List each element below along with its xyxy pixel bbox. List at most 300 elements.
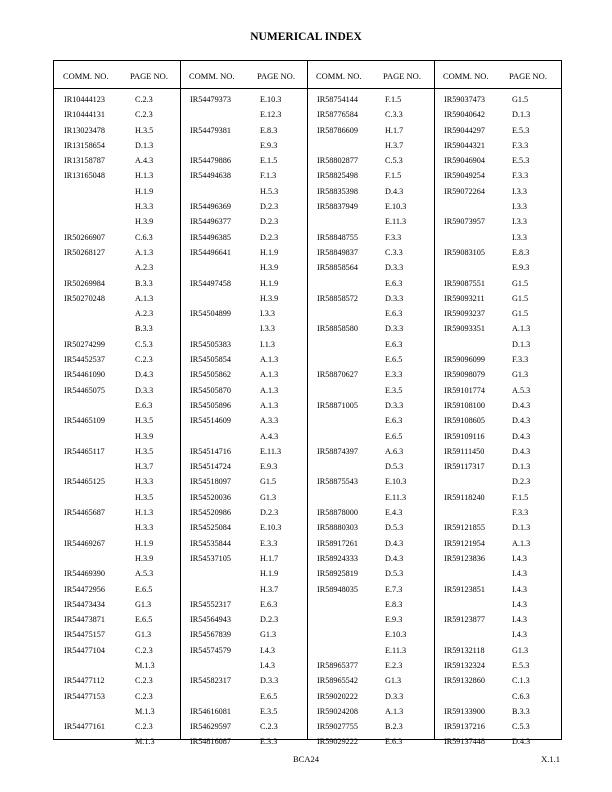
table-row [64, 352, 176, 367]
table-row [317, 321, 429, 336]
page-number: G1.3 [512, 645, 529, 655]
table-row [190, 597, 302, 612]
table-row [64, 367, 176, 382]
page-number: H.3.7 [260, 584, 279, 594]
page-number: D.2.3 [260, 232, 279, 242]
page-number: A.3.3 [260, 416, 279, 426]
table-row [64, 444, 176, 459]
comm-number: IR54629597 [190, 722, 231, 732]
comm-number: IR13165048 [64, 171, 105, 181]
comm-number: IR58786609 [317, 125, 358, 135]
page-number: I.4.3 [512, 599, 528, 609]
table-row [190, 153, 302, 168]
page-number: E.9.3 [260, 140, 278, 150]
page-number: F.1.3 [260, 171, 277, 181]
page-number: D.3.3 [385, 691, 404, 701]
page-number: A.6.3 [385, 446, 404, 456]
page-number: M.1.3 [135, 737, 155, 747]
table-row [190, 138, 302, 153]
comm-number: IR54479381 [190, 125, 231, 135]
table-row [190, 612, 302, 627]
comm-number: IR59117317 [444, 462, 485, 472]
comm-no-header: COMM. NO. [189, 71, 235, 81]
page-number: D.4.3 [512, 416, 531, 426]
comm-number: IR54479373 [190, 95, 231, 104]
page-number: C.5.3 [385, 156, 403, 166]
table-row [190, 291, 302, 306]
page-number: A.2.3 [135, 263, 154, 273]
page-number: D.3.3 [260, 676, 279, 686]
table-row [444, 383, 556, 398]
comm-number: IR59024208 [317, 706, 358, 716]
index-column-4 [444, 92, 556, 750]
table-row [64, 245, 176, 260]
page-number: B.3.3 [135, 324, 153, 334]
page-number: A.4.3 [135, 156, 154, 166]
page-number: G1.5 [512, 95, 529, 104]
table-row [317, 398, 429, 413]
page-number: M.1.3 [135, 660, 155, 670]
page-number: A.1.3 [260, 370, 279, 380]
table-row [64, 566, 176, 581]
page-number: E.10.3 [385, 477, 407, 487]
comm-number: IR54616081 [190, 706, 231, 716]
comm-number: IR59123877 [444, 615, 485, 625]
table-row [190, 474, 302, 489]
comm-number: IR58948035 [317, 584, 358, 594]
comm-number: IR54473434 [64, 599, 105, 609]
table-row [190, 673, 302, 688]
table-row [190, 168, 302, 183]
page-number: I.4.3 [512, 615, 528, 625]
comm-number: IR54475157 [64, 630, 105, 640]
page-number: C.2.3 [260, 722, 278, 732]
comm-number: IR58965542 [317, 676, 358, 686]
page-number: F.1.5 [385, 171, 402, 181]
table-row [317, 245, 429, 260]
page-number: D.3.3 [135, 385, 154, 395]
comm-number: IR58870627 [317, 370, 358, 380]
table-row [190, 520, 302, 535]
page-number: D.3.3 [385, 400, 404, 410]
page-number: A.1.3 [260, 385, 279, 395]
table-row [190, 321, 302, 336]
table-row [317, 704, 429, 719]
table-row [444, 597, 556, 612]
comm-number: IR54477161 [64, 722, 105, 732]
page-number: E.3.3 [385, 370, 403, 380]
page-number: G1.5 [512, 309, 529, 319]
page-number: H.3.9 [135, 431, 154, 441]
table-row [444, 551, 556, 566]
table-row [64, 107, 176, 122]
comm-number: IR54477153 [64, 691, 105, 701]
table-row [317, 643, 429, 658]
table-row [444, 260, 556, 275]
comm-number: IR54465687 [64, 508, 105, 518]
index-column-1 [64, 92, 176, 750]
comm-number: IR58917261 [317, 538, 358, 548]
page-number: E.10.3 [385, 202, 407, 212]
page-number: H.3.9 [260, 293, 279, 303]
page-number: G1.3 [260, 630, 277, 640]
comm-number: IR59132860 [444, 676, 485, 686]
comm-number: IR54567839 [190, 630, 231, 640]
comm-number: IR54465117 [64, 446, 105, 456]
table-row [190, 337, 302, 352]
table-row [190, 260, 302, 275]
page-number: I.3.3 [512, 232, 528, 242]
page-number: H.3.3 [135, 202, 154, 212]
page-number: H.1.9 [260, 569, 279, 579]
column-divider [180, 61, 181, 739]
table-row [64, 536, 176, 551]
table-row [317, 597, 429, 612]
page-number: D.4.3 [385, 553, 404, 563]
page-number: H.3.9 [260, 263, 279, 273]
table-row [64, 383, 176, 398]
table-row [64, 306, 176, 321]
page-number: A.1.3 [260, 355, 279, 365]
table-row [444, 612, 556, 627]
table-row [64, 704, 176, 719]
page-number: E.8.3 [385, 599, 403, 609]
comm-number: IR54535844 [190, 538, 231, 548]
table-row [317, 260, 429, 275]
table-row [190, 719, 302, 734]
page-number: E.8.3 [260, 125, 278, 135]
page-number: G1.5 [512, 278, 529, 288]
index-table [53, 60, 562, 747]
page-number: H.3.3 [135, 477, 154, 487]
table-row [444, 734, 556, 749]
comm-number: IR58837949 [317, 202, 358, 212]
table-row [64, 689, 176, 704]
table-row [317, 612, 429, 627]
page-number: E.6.3 [135, 400, 153, 410]
page-number: E.6.3 [385, 278, 403, 288]
table-row [317, 153, 429, 168]
table-row [64, 658, 176, 673]
index-column-2 [190, 92, 302, 750]
comm-number: IR54520986 [190, 508, 231, 518]
page-number: I.1.3 [260, 339, 276, 349]
page-number: E.6.3 [260, 599, 278, 609]
page-number: E.9.3 [385, 615, 403, 625]
page-number: I.4.3 [512, 630, 528, 640]
table-row [190, 459, 302, 474]
page-number: E.10.3 [260, 523, 282, 533]
page-number: A.4.3 [260, 431, 279, 441]
comm-number: IR54552317 [190, 599, 231, 609]
table-row [64, 597, 176, 612]
page-number: A.1.3 [385, 706, 404, 716]
table-row [444, 291, 556, 306]
table-row [317, 627, 429, 642]
table-row [190, 230, 302, 245]
table-row [190, 704, 302, 719]
comm-number: IR54469390 [64, 569, 105, 579]
table-row [64, 505, 176, 520]
comm-number: IR59133900 [444, 706, 485, 716]
page-number: E.6.5 [135, 584, 153, 594]
comm-number: IR54514724 [190, 462, 231, 472]
page-number: F.1.5 [385, 95, 402, 104]
table-row [64, 474, 176, 489]
page-number: E.8.3 [512, 247, 530, 257]
table-row [444, 658, 556, 673]
page-number: G1.3 [512, 370, 529, 380]
table-row [444, 643, 556, 658]
page-number: C.3.3 [385, 110, 403, 120]
page-number: F.3.3 [512, 508, 529, 518]
comm-number: IR54496377 [190, 217, 231, 227]
comm-number: IR58858572 [317, 293, 358, 303]
comm-number: IR54461090 [64, 370, 105, 380]
table-row [444, 153, 556, 168]
table-row [64, 612, 176, 627]
table-row [64, 153, 176, 168]
table-row [444, 123, 556, 138]
comm-number: IR54477104 [64, 645, 105, 655]
table-row [64, 123, 176, 138]
page-number: D.5.3 [385, 523, 404, 533]
page-number: I.4.3 [260, 645, 276, 655]
table-row [317, 367, 429, 382]
page-number: A.5.3 [512, 385, 531, 395]
table-row [64, 673, 176, 688]
comm-number: IR59096099 [444, 355, 485, 365]
footer-page-number: X.1.1 [541, 754, 560, 764]
page-number: F.1.5 [512, 492, 529, 502]
comm-number: IR54505870 [190, 385, 231, 395]
comm-number: IR54574579 [190, 645, 231, 655]
page-number: H.5.3 [260, 186, 279, 196]
table-row [190, 245, 302, 260]
comm-number: IR58965377 [317, 660, 358, 670]
table-row [190, 352, 302, 367]
page-number: H.3.7 [385, 140, 404, 150]
page-number: E.6.5 [260, 691, 278, 701]
table-row [317, 352, 429, 367]
table-row [444, 505, 556, 520]
table-row [190, 734, 302, 749]
page-number: C.2.3 [135, 676, 153, 686]
comm-number: IR54504899 [190, 309, 231, 319]
index-column-3 [317, 92, 429, 750]
page-number: D.2.3 [260, 217, 279, 227]
comm-number: IR58880303 [317, 523, 358, 533]
page-number: D.3.3 [385, 293, 404, 303]
comm-number: IR50270248 [64, 293, 105, 303]
comm-number: IR59020222 [317, 691, 358, 701]
page-number: I.4.3 [512, 569, 528, 579]
comm-number: IR59098079 [444, 370, 485, 380]
table-row [190, 444, 302, 459]
comm-number: IR59093211 [444, 293, 485, 303]
page-number: C.3.3 [385, 247, 403, 257]
table-row [444, 444, 556, 459]
page-number: F.3.3 [512, 140, 529, 150]
comm-number: IR50269984 [64, 278, 105, 288]
comm-number: IR58754144 [317, 95, 358, 104]
table-row [190, 276, 302, 291]
table-row [444, 490, 556, 505]
comm-number: IR50274299 [64, 339, 105, 349]
comm-number: IR54452537 [64, 355, 105, 365]
comm-number: IR10444131 [64, 110, 105, 120]
table-row [190, 490, 302, 505]
comm-number: IR54505383 [190, 339, 231, 349]
table-row [64, 214, 176, 229]
page-number: H.3.5 [135, 125, 154, 135]
page-number: D.4.3 [385, 538, 404, 548]
page-number: D.5.3 [385, 569, 404, 579]
table-row [190, 429, 302, 444]
comm-number: IR58878000 [317, 508, 358, 518]
comm-number: IR54514716 [190, 446, 231, 456]
page-number: A.2.3 [135, 309, 154, 319]
page-number: G1.5 [512, 293, 529, 303]
page-number: B.3.3 [512, 706, 530, 716]
table-row [444, 92, 556, 107]
table-row [317, 490, 429, 505]
page-number: M.1.3 [135, 706, 155, 716]
table-row [317, 123, 429, 138]
table-row [444, 536, 556, 551]
comm-number: IR59109116 [444, 431, 485, 441]
table-row [64, 520, 176, 535]
table-row [317, 459, 429, 474]
table-row [317, 689, 429, 704]
page-number: H.3.5 [135, 492, 154, 502]
comm-number: IR54496385 [190, 232, 231, 242]
page-number: F.3.3 [512, 355, 529, 365]
table-row [190, 123, 302, 138]
page-number: D.5.3 [385, 462, 404, 472]
page-number: E.5.3 [512, 660, 530, 670]
table-row [317, 719, 429, 734]
table-row [64, 582, 176, 597]
page-number: C.6.3 [135, 232, 153, 242]
table-row [64, 413, 176, 428]
comm-number: IR54469267 [64, 538, 105, 548]
comm-number: IR50268127 [64, 247, 105, 257]
comm-number: IR13023478 [64, 125, 105, 135]
comm-no-header: COMM. NO. [63, 71, 109, 81]
comm-number: IR54514609 [190, 416, 231, 426]
table-row [64, 199, 176, 214]
table-row [317, 383, 429, 398]
comm-number: IR54477112 [64, 676, 105, 686]
page-number: I.4.3 [512, 584, 528, 594]
page-number: F.3.3 [512, 171, 529, 181]
page-number: E.10.3 [385, 630, 407, 640]
page-number: A.1.3 [512, 324, 531, 334]
comm-number: IR58871005 [317, 400, 358, 410]
comm-number: IR58925819 [317, 569, 358, 579]
table-row [64, 627, 176, 642]
table-row [64, 138, 176, 153]
page-number: E.10.3 [260, 95, 282, 104]
comm-number: IR59111450 [444, 446, 485, 456]
table-row [444, 184, 556, 199]
table-row [317, 582, 429, 597]
page-number: H.3.9 [135, 217, 154, 227]
comm-number: IR54525084 [190, 523, 231, 533]
table-row [317, 505, 429, 520]
comm-number: IR59108605 [444, 416, 485, 426]
page-number: A.1.3 [260, 400, 279, 410]
comm-number: IR58874397 [317, 446, 358, 456]
page-number: A.5.3 [135, 569, 154, 579]
table-row [64, 719, 176, 734]
table-row [444, 107, 556, 122]
table-row [190, 551, 302, 566]
comm-number: IR54473871 [64, 615, 105, 625]
table-row [190, 184, 302, 199]
table-row [444, 429, 556, 444]
footer-code: BCA24 [293, 754, 319, 764]
page-number: D.4.3 [512, 446, 531, 456]
table-row [317, 734, 429, 749]
comm-number: IR54505862 [190, 370, 231, 380]
page-number: H.1.9 [260, 278, 279, 288]
table-row [444, 459, 556, 474]
table-row [64, 734, 176, 749]
table-row [64, 398, 176, 413]
page-number: H.1.9 [260, 247, 279, 257]
page-number: H.1.3 [135, 508, 154, 518]
comm-number: IR59108100 [444, 400, 485, 410]
table-row [64, 337, 176, 352]
table-row [444, 627, 556, 642]
page-number: A.1.3 [135, 293, 154, 303]
page-number: A.1.3 [512, 538, 531, 548]
page-number: C.6.3 [512, 691, 530, 701]
table-row [444, 474, 556, 489]
table-row [317, 276, 429, 291]
page-number: C.2.3 [135, 645, 153, 655]
table-row [317, 138, 429, 153]
page-number: H.1.3 [135, 171, 154, 181]
comm-number: IR59046904 [444, 156, 485, 166]
page-number: D.1.3 [135, 140, 154, 150]
comm-number: IR59044321 [444, 140, 485, 150]
table-row [64, 291, 176, 306]
page-number: I.3.3 [512, 202, 528, 212]
page-number: I.3.3 [512, 217, 528, 227]
page-number: E.5.3 [512, 125, 530, 135]
table-row [190, 413, 302, 428]
table-row [317, 337, 429, 352]
table-row [444, 276, 556, 291]
page-number: E.11.3 [385, 217, 407, 227]
table-row [444, 138, 556, 153]
table-row [317, 230, 429, 245]
page-number: H.3.5 [135, 416, 154, 426]
table-row [64, 643, 176, 658]
comm-number: IR59093351 [444, 324, 485, 334]
table-row [64, 168, 176, 183]
table-row [444, 199, 556, 214]
comm-number: IR59093237 [444, 309, 485, 319]
page-number: I.3.3 [260, 309, 276, 319]
table-row [317, 444, 429, 459]
comm-number: IR10444123 [64, 95, 105, 104]
comm-number: IR58858564 [317, 263, 358, 273]
table-row [317, 673, 429, 688]
